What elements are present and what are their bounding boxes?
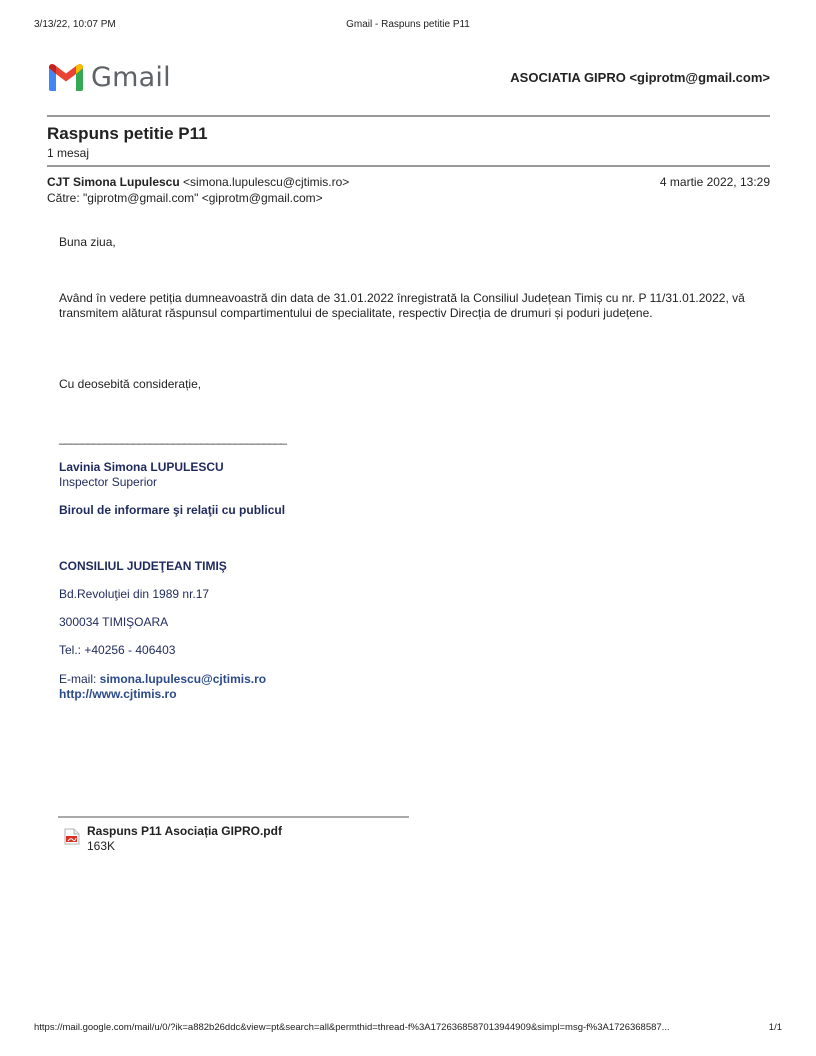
- attachment-name[interactable]: Raspuns P11 Asociația GIPRO.pdf: [87, 824, 282, 838]
- attachment-divider: [58, 816, 409, 818]
- message-header: [47, 175, 770, 207]
- sender-line: [47, 175, 770, 191]
- signature-organization: CONSILIUL JUDEŢEAN TIMIŞ: [59, 559, 227, 573]
- header-divider: [47, 115, 770, 117]
- account-label: ASOCIATIA GIPRO <giprotm@gmail.com>: [510, 70, 770, 85]
- gmail-m-icon: [47, 62, 85, 92]
- signature-office: Biroul de informare şi relaţii cu publicul: [59, 503, 286, 517]
- signature-email-line: [59, 672, 266, 687]
- page-url: https://mail.google.com/mail/u/0/?ik=a882b26ddc&view=pt&search=all&permthid=thread-f%3A1726368587013944909&simpl=msg-f%3A1726368587...: [34, 1022, 670, 1033]
- message-paragraph: Având în vedere petiția dumneavoastră din data de 31.01.2022 înregistrată la Consiliul Județean Timiș cu nr. P 11/31.01.2022, vă transmitem alăturat răspunsul compartimentului de specialitate, respectiv Direcția de drumuri și poduri județene.: [59, 291, 745, 320]
- pdf-file-icon: [64, 828, 80, 845]
- closing: Cu deosebită considerație,: [59, 377, 202, 391]
- message-count: 1 mesaj: [47, 146, 90, 160]
- email-link[interactable]: simona.lupulescu@cjtimis.ro: [99, 672, 267, 686]
- gmail-logo: [47, 60, 171, 94]
- greeting: Buna ziua,: [59, 235, 116, 249]
- signature-name: Lavinia Simona LUPULESCU: [59, 460, 224, 474]
- signature-role: Inspector Superior: [59, 475, 158, 489]
- gmail-wordmark: Gmail: [91, 61, 171, 93]
- thread-subject: Raspuns petitie P11: [47, 124, 208, 143]
- recipient-line: Către: "giprotm@gmail.com" <giprotm@gmail.com>: [47, 191, 323, 205]
- attachment[interactable]: [64, 824, 282, 854]
- signature-city: 300034 TIMIŞOARA: [59, 615, 169, 629]
- signature-phone: Tel.: +40256 - 406403: [59, 643, 176, 657]
- attachment-size: 163K: [87, 839, 116, 853]
- print-footer: [34, 1022, 782, 1036]
- website-link[interactable]: http://www.cjtimis.ro: [59, 687, 177, 701]
- subject-divider: [47, 165, 770, 167]
- message-date: 4 martie 2022, 13:29: [659, 175, 770, 189]
- sender-email: <simona.lupulescu@cjtimis.ro>: [183, 175, 350, 189]
- print-header: [34, 19, 782, 33]
- signature-separator: ________________________________________: [59, 431, 286, 445]
- sender-name: CJT Simona Lupulescu: [47, 175, 180, 189]
- email-label: E-mail:: [59, 672, 100, 686]
- page-number: 1/1: [768, 1022, 782, 1033]
- print-datetime: 3/13/22, 10:07 PM: [34, 19, 116, 30]
- signature-address: Bd.Revoluţiei din 1989 nr.17: [59, 587, 210, 601]
- print-title: Gmail - Raspuns petitie P11: [346, 19, 470, 30]
